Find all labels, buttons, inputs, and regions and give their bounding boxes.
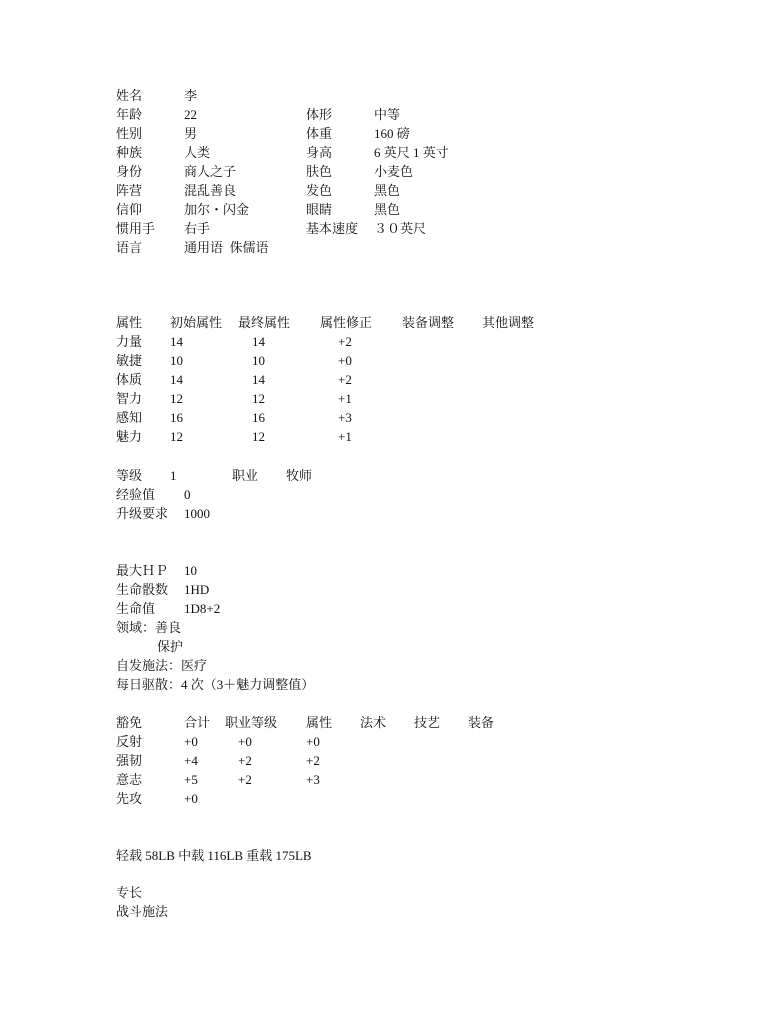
save-header-attr: 属性 <box>306 715 333 730</box>
save-header-name: 豁免 <box>116 715 143 730</box>
language-value: 通用语 侏儒语 <box>184 240 269 255</box>
age-value: 22 <box>184 107 197 122</box>
weight-label: 体重 <box>306 126 333 141</box>
attr-row-name: 体质 <box>116 372 143 387</box>
save-row-total: +4 <box>184 753 198 768</box>
faith-value: 加尔・闪金 <box>184 202 250 217</box>
level-label: 等级 <box>116 468 143 483</box>
gender-value: 男 <box>184 126 198 141</box>
attr-row-base: 16 <box>170 410 183 425</box>
identity-label: 身份 <box>116 164 143 179</box>
name-label: 姓名 <box>116 88 143 103</box>
attr-row-name: 魅力 <box>116 429 143 444</box>
attr-row-final: 14 <box>252 372 265 387</box>
save-header-skill: 技艺 <box>414 715 441 730</box>
attr-row-base: 12 <box>170 429 183 444</box>
next-level-label: 升级要求 <box>116 506 169 521</box>
attr-header-equip: 装备调整 <box>402 315 455 330</box>
spontaneous-casting-line: 自发施法：医疗 <box>116 658 208 673</box>
initiative-label: 先攻 <box>116 791 143 806</box>
xp-value: 0 <box>184 487 191 502</box>
next-level-value: 1000 <box>184 506 210 521</box>
class-label: 职业 <box>232 468 259 483</box>
gender-label: 性别 <box>116 126 143 141</box>
attr-row-final: 12 <box>252 391 265 406</box>
attr-row-mod: +1 <box>338 429 352 444</box>
skin-label: 肤色 <box>306 164 333 179</box>
attr-row-base: 10 <box>170 353 183 368</box>
race-label: 种族 <box>116 145 143 160</box>
attr-header-mod: 属性修正 <box>320 315 373 330</box>
attr-row-name: 感知 <box>116 410 143 425</box>
name-value: 李 <box>184 88 198 103</box>
turn-undead-line: 每日驱散：4 次（3＋魅力调整值） <box>116 677 315 692</box>
attr-row-mod: +0 <box>338 353 352 368</box>
save-row-attr: +3 <box>306 772 320 787</box>
save-row-total: +0 <box>184 734 198 749</box>
height-label: 身高 <box>306 145 333 160</box>
attr-row-final: 16 <box>252 410 265 425</box>
eyes-label: 眼睛 <box>306 202 333 217</box>
domain-second: 保护 <box>157 639 184 654</box>
hand-value: 右手 <box>184 221 211 236</box>
max-hp-label: 最大ＨＰ <box>116 563 169 578</box>
eyes-value: 黑色 <box>374 202 401 217</box>
save-row-name: 强韧 <box>116 753 143 768</box>
language-label: 语言 <box>116 240 143 255</box>
attr-row-mod: +2 <box>338 372 352 387</box>
weight-value: 160 磅 <box>374 126 410 141</box>
save-header-total: 合计 <box>184 715 211 730</box>
attr-row-name: 敏捷 <box>116 353 143 368</box>
attr-row-mod: +1 <box>338 391 352 406</box>
attr-header-final: 最终属性 <box>238 315 291 330</box>
save-header-equip: 装备 <box>468 715 495 730</box>
build-value: 中等 <box>374 107 401 122</box>
save-row-class: +0 <box>238 734 252 749</box>
initiative-value: +0 <box>184 791 198 806</box>
speed-value: ３０英尺 <box>374 221 427 236</box>
max-hp-value: 10 <box>184 563 197 578</box>
attr-header-name: 属性 <box>116 315 143 330</box>
save-row-name: 反射 <box>116 734 143 749</box>
alignment-label: 阵营 <box>116 183 143 198</box>
attr-row-mod: +3 <box>338 410 352 425</box>
attr-row-name: 智力 <box>116 391 143 406</box>
hit-dice-value: 1HD <box>184 582 210 597</box>
hit-dice-label: 生命骰数 <box>116 582 169 597</box>
class-value: 牧师 <box>286 468 313 483</box>
build-label: 体形 <box>306 107 333 122</box>
domain-line: 领域：善良 <box>116 620 182 635</box>
faith-label: 信仰 <box>116 202 143 217</box>
hp-formula-value: 1D8+2 <box>184 601 221 616</box>
save-row-class: +2 <box>238 772 252 787</box>
alignment-value: 混乱善良 <box>184 183 237 198</box>
attr-row-base: 14 <box>170 334 183 349</box>
age-label: 年龄 <box>116 107 143 122</box>
hand-label: 惯用手 <box>116 221 156 236</box>
level-value: 1 <box>170 468 177 483</box>
carrying-capacity: 轻载 58LB 中载 116LB 重载 175LB <box>116 848 312 863</box>
speed-label: 基本速度 <box>306 221 359 236</box>
race-value: 人类 <box>184 145 211 160</box>
hp-formula-label: 生命值 <box>116 601 156 616</box>
attr-row-final: 10 <box>252 353 265 368</box>
save-row-attr: +2 <box>306 753 320 768</box>
hair-value: 黑色 <box>374 183 401 198</box>
xp-label: 经验值 <box>116 487 156 502</box>
height-value: 6 英尺 1 英寸 <box>374 145 449 160</box>
save-row-name: 意志 <box>116 772 143 787</box>
attr-row-base: 14 <box>170 372 183 387</box>
save-header-class: 职业等级 <box>225 715 278 730</box>
attr-header-other: 其他调整 <box>482 315 535 330</box>
attr-header-base: 初始属性 <box>170 315 223 330</box>
feat-item: 战斗施法 <box>116 904 169 919</box>
save-row-class: +2 <box>238 753 252 768</box>
hair-label: 发色 <box>306 183 333 198</box>
attr-row-final: 14 <box>252 334 265 349</box>
save-header-spell: 法术 <box>360 715 387 730</box>
attr-row-mod: +2 <box>338 334 352 349</box>
attr-row-base: 12 <box>170 391 183 406</box>
attr-row-final: 12 <box>252 429 265 444</box>
feats-label: 专长 <box>116 885 143 900</box>
save-row-total: +5 <box>184 772 198 787</box>
identity-value: 商人之子 <box>184 164 237 179</box>
skin-value: 小麦色 <box>374 164 414 179</box>
attr-row-name: 力量 <box>116 334 143 349</box>
save-row-attr: +0 <box>306 734 320 749</box>
